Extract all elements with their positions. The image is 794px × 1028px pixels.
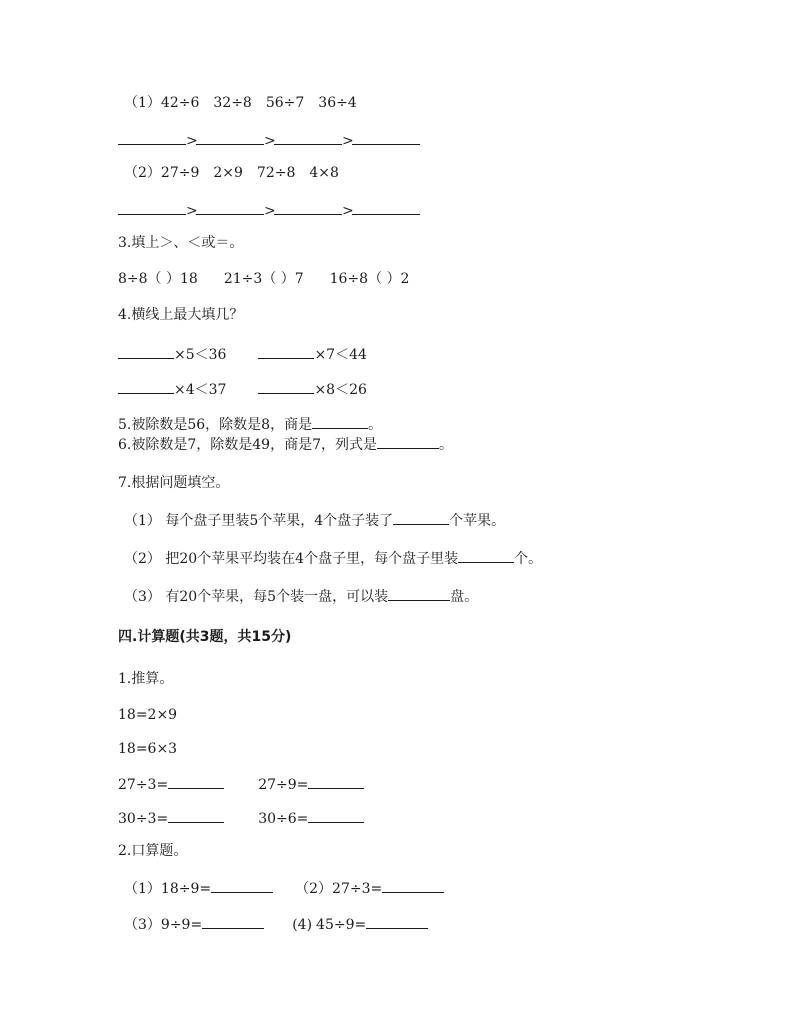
compare-item[interactable]: 21÷3（ ）7: [223, 271, 304, 287]
answer-blank[interactable]: [352, 200, 420, 215]
calc1-given-1: 18=2×9: [118, 707, 178, 723]
answer-blank[interactable]: [118, 200, 186, 215]
q4-title: 4.横线上最大填几？: [118, 307, 244, 323]
greater-sign: >: [342, 133, 354, 149]
calc-expr: 27÷3=: [332, 881, 383, 897]
calc2-title: 2.口算题。: [118, 843, 188, 859]
q2-part1-label: （1）: [124, 95, 161, 111]
item-label: （1）: [124, 881, 161, 897]
calc-expr: 30÷6=: [258, 811, 309, 827]
calc2-row-1: [124, 878, 444, 898]
item-label: （3）: [124, 917, 161, 933]
expr: 2×9: [213, 165, 243, 181]
answer-blank[interactable]: [312, 414, 368, 429]
expr: 36÷4: [318, 95, 357, 111]
answer-blank[interactable]: [308, 774, 364, 789]
calc-expr: 30÷3=: [118, 811, 169, 827]
greater-sign: >: [264, 133, 276, 149]
greater-sign: >: [342, 203, 354, 219]
calc-expr: 45÷9=: [316, 917, 367, 933]
answer-blank[interactable]: [168, 808, 224, 823]
greater-sign: >: [186, 133, 198, 149]
q7-sub-2: [124, 548, 542, 568]
answer-blank[interactable]: [352, 130, 420, 145]
q7-s1-text: （1） 每个盘子里装5个苹果，4个盘子装了: [124, 513, 394, 529]
q3-items: [118, 270, 409, 288]
answer-blank[interactable]: [393, 510, 449, 525]
q7-s1-end: 个苹果。: [449, 513, 506, 529]
expr: 32÷8: [213, 95, 252, 111]
q5-text: 5.被除数是56，除数是8，商是: [118, 417, 313, 433]
expr: 56÷7: [265, 95, 305, 111]
calc-expr: 27÷9=: [258, 777, 309, 793]
answer-blank[interactable]: [118, 130, 186, 145]
answer-blank[interactable]: [388, 586, 450, 601]
q2-part1-expressions: [124, 94, 357, 112]
inequality: ×8＜26: [314, 382, 367, 398]
inequality: ×7＜44: [314, 347, 367, 363]
q4-row-1: [118, 344, 367, 364]
q2-part1-answer-row: [118, 130, 420, 150]
answer-blank[interactable]: [274, 200, 342, 215]
calc1-title: 1.推算。: [118, 671, 174, 687]
answer-blank[interactable]: [211, 878, 273, 893]
q2-part2-label: （2）: [124, 165, 161, 181]
q7-s2-text: （2） 把20个苹果平均装在4个盘子里，每个盘子里装: [124, 551, 459, 567]
answer-blank[interactable]: [308, 808, 364, 823]
inequality: ×5＜36: [174, 347, 227, 363]
section-4-heading: 四.计算题(共3题，共15分): [118, 629, 292, 645]
calc-expr: 27÷3=: [118, 777, 169, 793]
inequality: ×4＜37: [174, 382, 227, 398]
calc2-row-2: [124, 914, 428, 934]
q2-part2-expressions: [124, 164, 339, 182]
answer-blank[interactable]: [382, 878, 444, 893]
q6: [118, 434, 453, 454]
calc1-row-2: [118, 808, 364, 828]
answer-blank[interactable]: [118, 379, 174, 394]
calc-expr: 9÷9=: [160, 917, 203, 933]
expr: 4×8: [309, 165, 339, 181]
greater-sign: >: [264, 203, 276, 219]
answer-blank[interactable]: [168, 774, 224, 789]
answer-blank[interactable]: [458, 548, 514, 563]
compare-item[interactable]: 8÷8（ ）18: [118, 271, 198, 287]
answer-blank[interactable]: [258, 344, 314, 359]
q3-title: 3.填上＞、＜或＝。: [118, 235, 244, 251]
answer-blank[interactable]: [377, 434, 439, 449]
q6-text: 6.被除数是7，除数是49，商是7，列式是: [118, 437, 377, 453]
q2-part2-answer-row: [118, 200, 420, 220]
q4-row-2: [118, 379, 367, 399]
q7-s3-text: （3） 有20个苹果，每5个装一盘，可以装: [124, 589, 389, 605]
expr: 72÷8: [256, 165, 296, 181]
item-label: (4): [292, 917, 313, 933]
expr: 42÷6: [160, 95, 200, 111]
calc-expr: 18÷9=: [160, 881, 212, 897]
q7-sub-3: [124, 586, 478, 606]
q7-title: 7.根据问题填空。: [118, 475, 230, 491]
q5-end: 。: [368, 417, 383, 433]
answer-blank[interactable]: [366, 914, 428, 929]
q7-s3-end: 盘。: [450, 589, 479, 605]
answer-blank[interactable]: [196, 130, 264, 145]
greater-sign: >: [186, 203, 198, 219]
calc1-given-2: 18=6×3: [118, 741, 178, 757]
answer-blank[interactable]: [258, 379, 314, 394]
answer-blank[interactable]: [118, 344, 174, 359]
item-label: （2）: [295, 881, 333, 897]
answer-blank[interactable]: [274, 130, 342, 145]
q7-sub-1: [124, 510, 505, 530]
q6-end: 。: [439, 437, 453, 453]
answer-blank[interactable]: [196, 200, 264, 215]
calc1-row-1: [118, 774, 364, 794]
answer-blank[interactable]: [202, 914, 264, 929]
q7-s2-end: 个。: [514, 551, 543, 567]
q5: [118, 414, 382, 434]
compare-item[interactable]: 16÷8（ ）2: [329, 271, 410, 287]
expr: 27÷9: [160, 165, 200, 181]
